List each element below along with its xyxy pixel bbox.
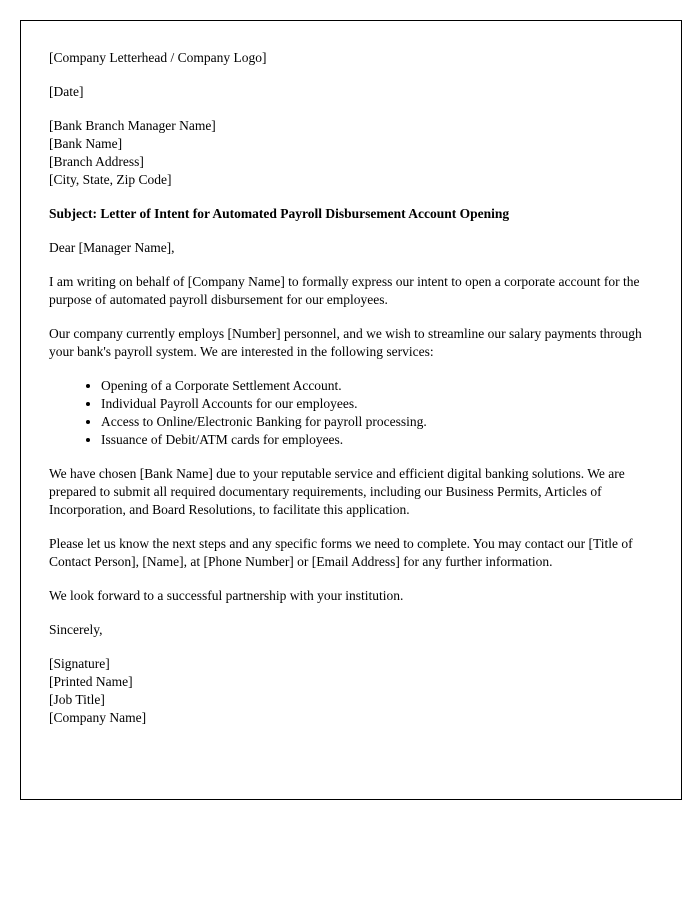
paragraph-services: Our company currently employs [Number] personnel, and we wish to streamline our salary payments through your bank's payroll system. We are interested in the following services: — [49, 326, 642, 359]
recipient-address-block — [49, 117, 653, 189]
signature-line: [Job Title] — [49, 692, 105, 707]
letter-document — [20, 20, 682, 800]
subject-line: Subject: Letter of Intent for Automated Payroll Disbursement Account Opening — [49, 206, 510, 221]
signature-line: [Company Name] — [49, 710, 147, 725]
signature-line: [Printed Name] — [49, 674, 133, 689]
recipient-line: [City, State, Zip Code] — [49, 172, 172, 187]
paragraph-intro: I am writing on behalf of [Company Name] to formally express our intent to open a corporate account for the purpose of automated payroll disbursement for our employees. — [49, 274, 640, 307]
paragraph-contact: Please let us know the next steps and any specific forms we need to complete. You may contact our [Title of Contact Person], [Name], at [Phone Number] or [Email Address] for any further information. — [49, 536, 633, 569]
service-item: • Opening of a Corporate Settlement Account. — [101, 377, 653, 395]
signature-line: [Signature] — [49, 656, 110, 671]
service-item: • Individual Payroll Accounts for our employees. — [101, 395, 653, 413]
paragraph-chosen-bank: We have chosen [Bank Name] due to your reputable service and efficient digital banking solutions. We are prepared to submit all required documentary requirements, including our Business Permits, Articles of Incorporation, and Board Resolutions, to facilitate this application. — [49, 466, 625, 517]
letterhead-placeholder: [Company Letterhead / Company Logo] — [49, 50, 267, 65]
service-item: • Issuance of Debit/ATM cards for employees. — [101, 431, 653, 449]
recipient-line: [Bank Name] — [49, 136, 123, 151]
services-bullet-list — [49, 377, 653, 449]
signature-block — [49, 655, 653, 727]
paragraph-partnership: We look forward to a successful partnership with your institution. — [49, 588, 404, 603]
service-item: • Access to Online/Electronic Banking for payroll processing. — [101, 413, 653, 431]
recipient-line: [Bank Branch Manager Name] — [49, 118, 216, 133]
salutation: Dear [Manager Name], — [49, 240, 175, 255]
closing-salutation: Sincerely, — [49, 622, 103, 637]
recipient-line: [Branch Address] — [49, 154, 144, 169]
date-line: [Date] — [49, 84, 84, 99]
